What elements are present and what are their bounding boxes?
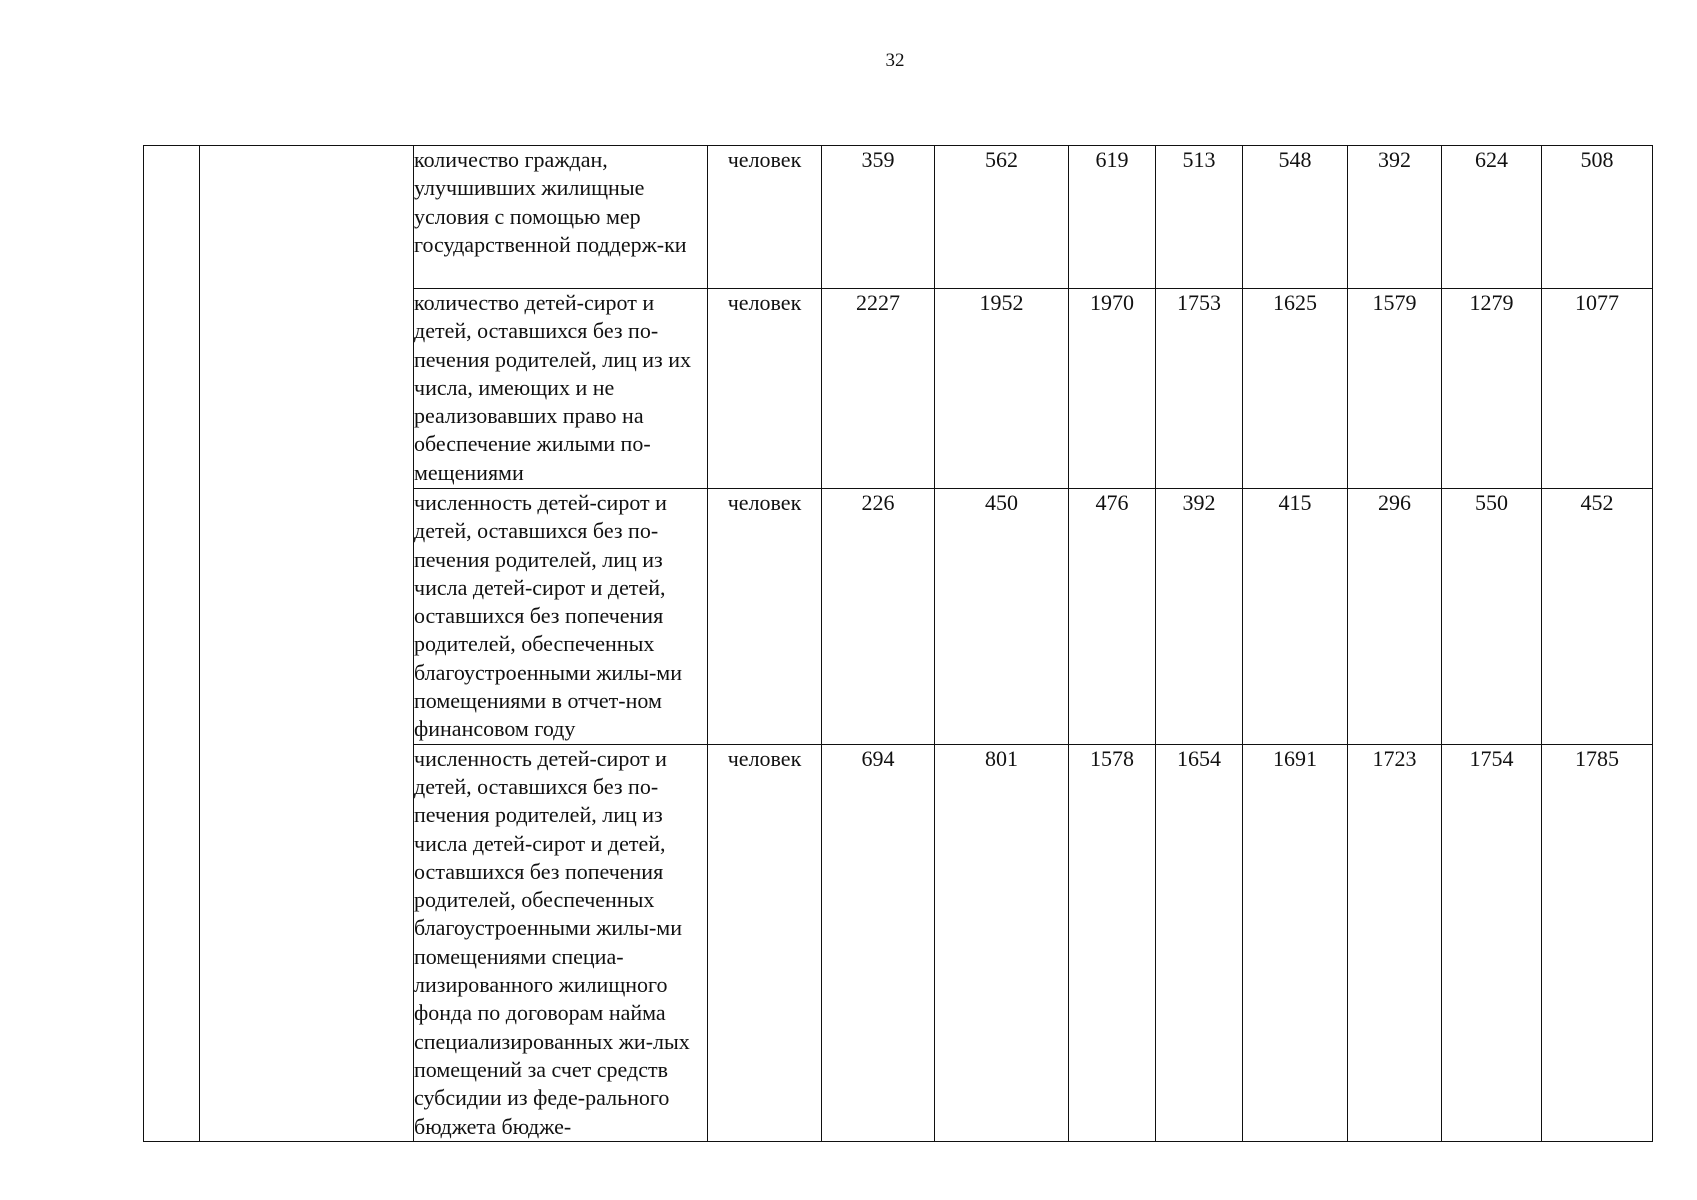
unit-cell: человек xyxy=(708,146,822,289)
value-cell: 1753 xyxy=(1156,289,1243,489)
page-number: 32 xyxy=(885,50,905,71)
value-cell: 1625 xyxy=(1243,289,1348,489)
value-cell: 226 xyxy=(822,489,935,745)
value-cell: 450 xyxy=(935,489,1069,745)
value-cell: 550 xyxy=(1442,489,1542,745)
value-cell: 296 xyxy=(1348,489,1442,745)
value-cell: 1578 xyxy=(1069,744,1156,1141)
value-cell: 1952 xyxy=(935,289,1069,489)
indicator-name-cell: численность детей-сирот и детей, оставшихся без по-печения родителей, лиц из числа детей-сирот и детей, оставшихся без попечения родителей, обеспеченных благоустроенными жилы-ми помещениями специа-лизированного жилищного фонда по договорам найма специализированных жи-лых помещений за счет средств субсидии из феде-рального бюджета бюдже- xyxy=(414,744,708,1141)
value-cell: 359 xyxy=(822,146,935,289)
value-cell: 562 xyxy=(935,146,1069,289)
unit-cell: человек xyxy=(708,744,822,1141)
value-cell: 694 xyxy=(822,744,935,1141)
indicator-name-cell: количество детей-сирот и детей, оставшихся без по-печения родителей, лиц из их числа, имеющих и не реализовавших право на обеспечение жилыми по-мещениями xyxy=(414,289,708,489)
indicator-name-cell: количество граждан, улучшивших жилищные условия с помощью мер государственной поддерж-ки xyxy=(414,146,708,289)
table-row xyxy=(144,146,1653,289)
value-cell: 624 xyxy=(1442,146,1542,289)
value-cell: 1077 xyxy=(1542,289,1653,489)
value-cell: 1970 xyxy=(1069,289,1156,489)
index-column-cell xyxy=(144,146,200,1142)
value-cell: 1579 xyxy=(1348,289,1442,489)
program-name-column-cell xyxy=(200,146,414,1142)
value-cell: 513 xyxy=(1156,146,1243,289)
indicators-table xyxy=(143,145,1653,1142)
value-cell: 508 xyxy=(1542,146,1653,289)
value-cell: 1654 xyxy=(1156,744,1243,1141)
value-cell: 1279 xyxy=(1442,289,1542,489)
indicator-name-cell: численность детей-сирот и детей, оставшихся без по-печения родителей, лиц из числа детей-сирот и детей, оставшихся без попечения родителей, обеспеченных благоустроенными жилы-ми помещениями в отчет-ном финансовом году xyxy=(414,489,708,745)
value-cell: 415 xyxy=(1243,489,1348,745)
unit-cell: человек xyxy=(708,489,822,745)
value-cell: 1754 xyxy=(1442,744,1542,1141)
value-cell: 1723 xyxy=(1348,744,1442,1141)
value-cell: 619 xyxy=(1069,146,1156,289)
value-cell: 2227 xyxy=(822,289,935,489)
value-cell: 452 xyxy=(1542,489,1653,745)
value-cell: 476 xyxy=(1069,489,1156,745)
value-cell: 801 xyxy=(935,744,1069,1141)
value-cell: 548 xyxy=(1243,146,1348,289)
value-cell: 1785 xyxy=(1542,744,1653,1141)
value-cell: 392 xyxy=(1348,146,1442,289)
unit-cell: человек xyxy=(708,289,822,489)
value-cell: 392 xyxy=(1156,489,1243,745)
value-cell: 1691 xyxy=(1243,744,1348,1141)
